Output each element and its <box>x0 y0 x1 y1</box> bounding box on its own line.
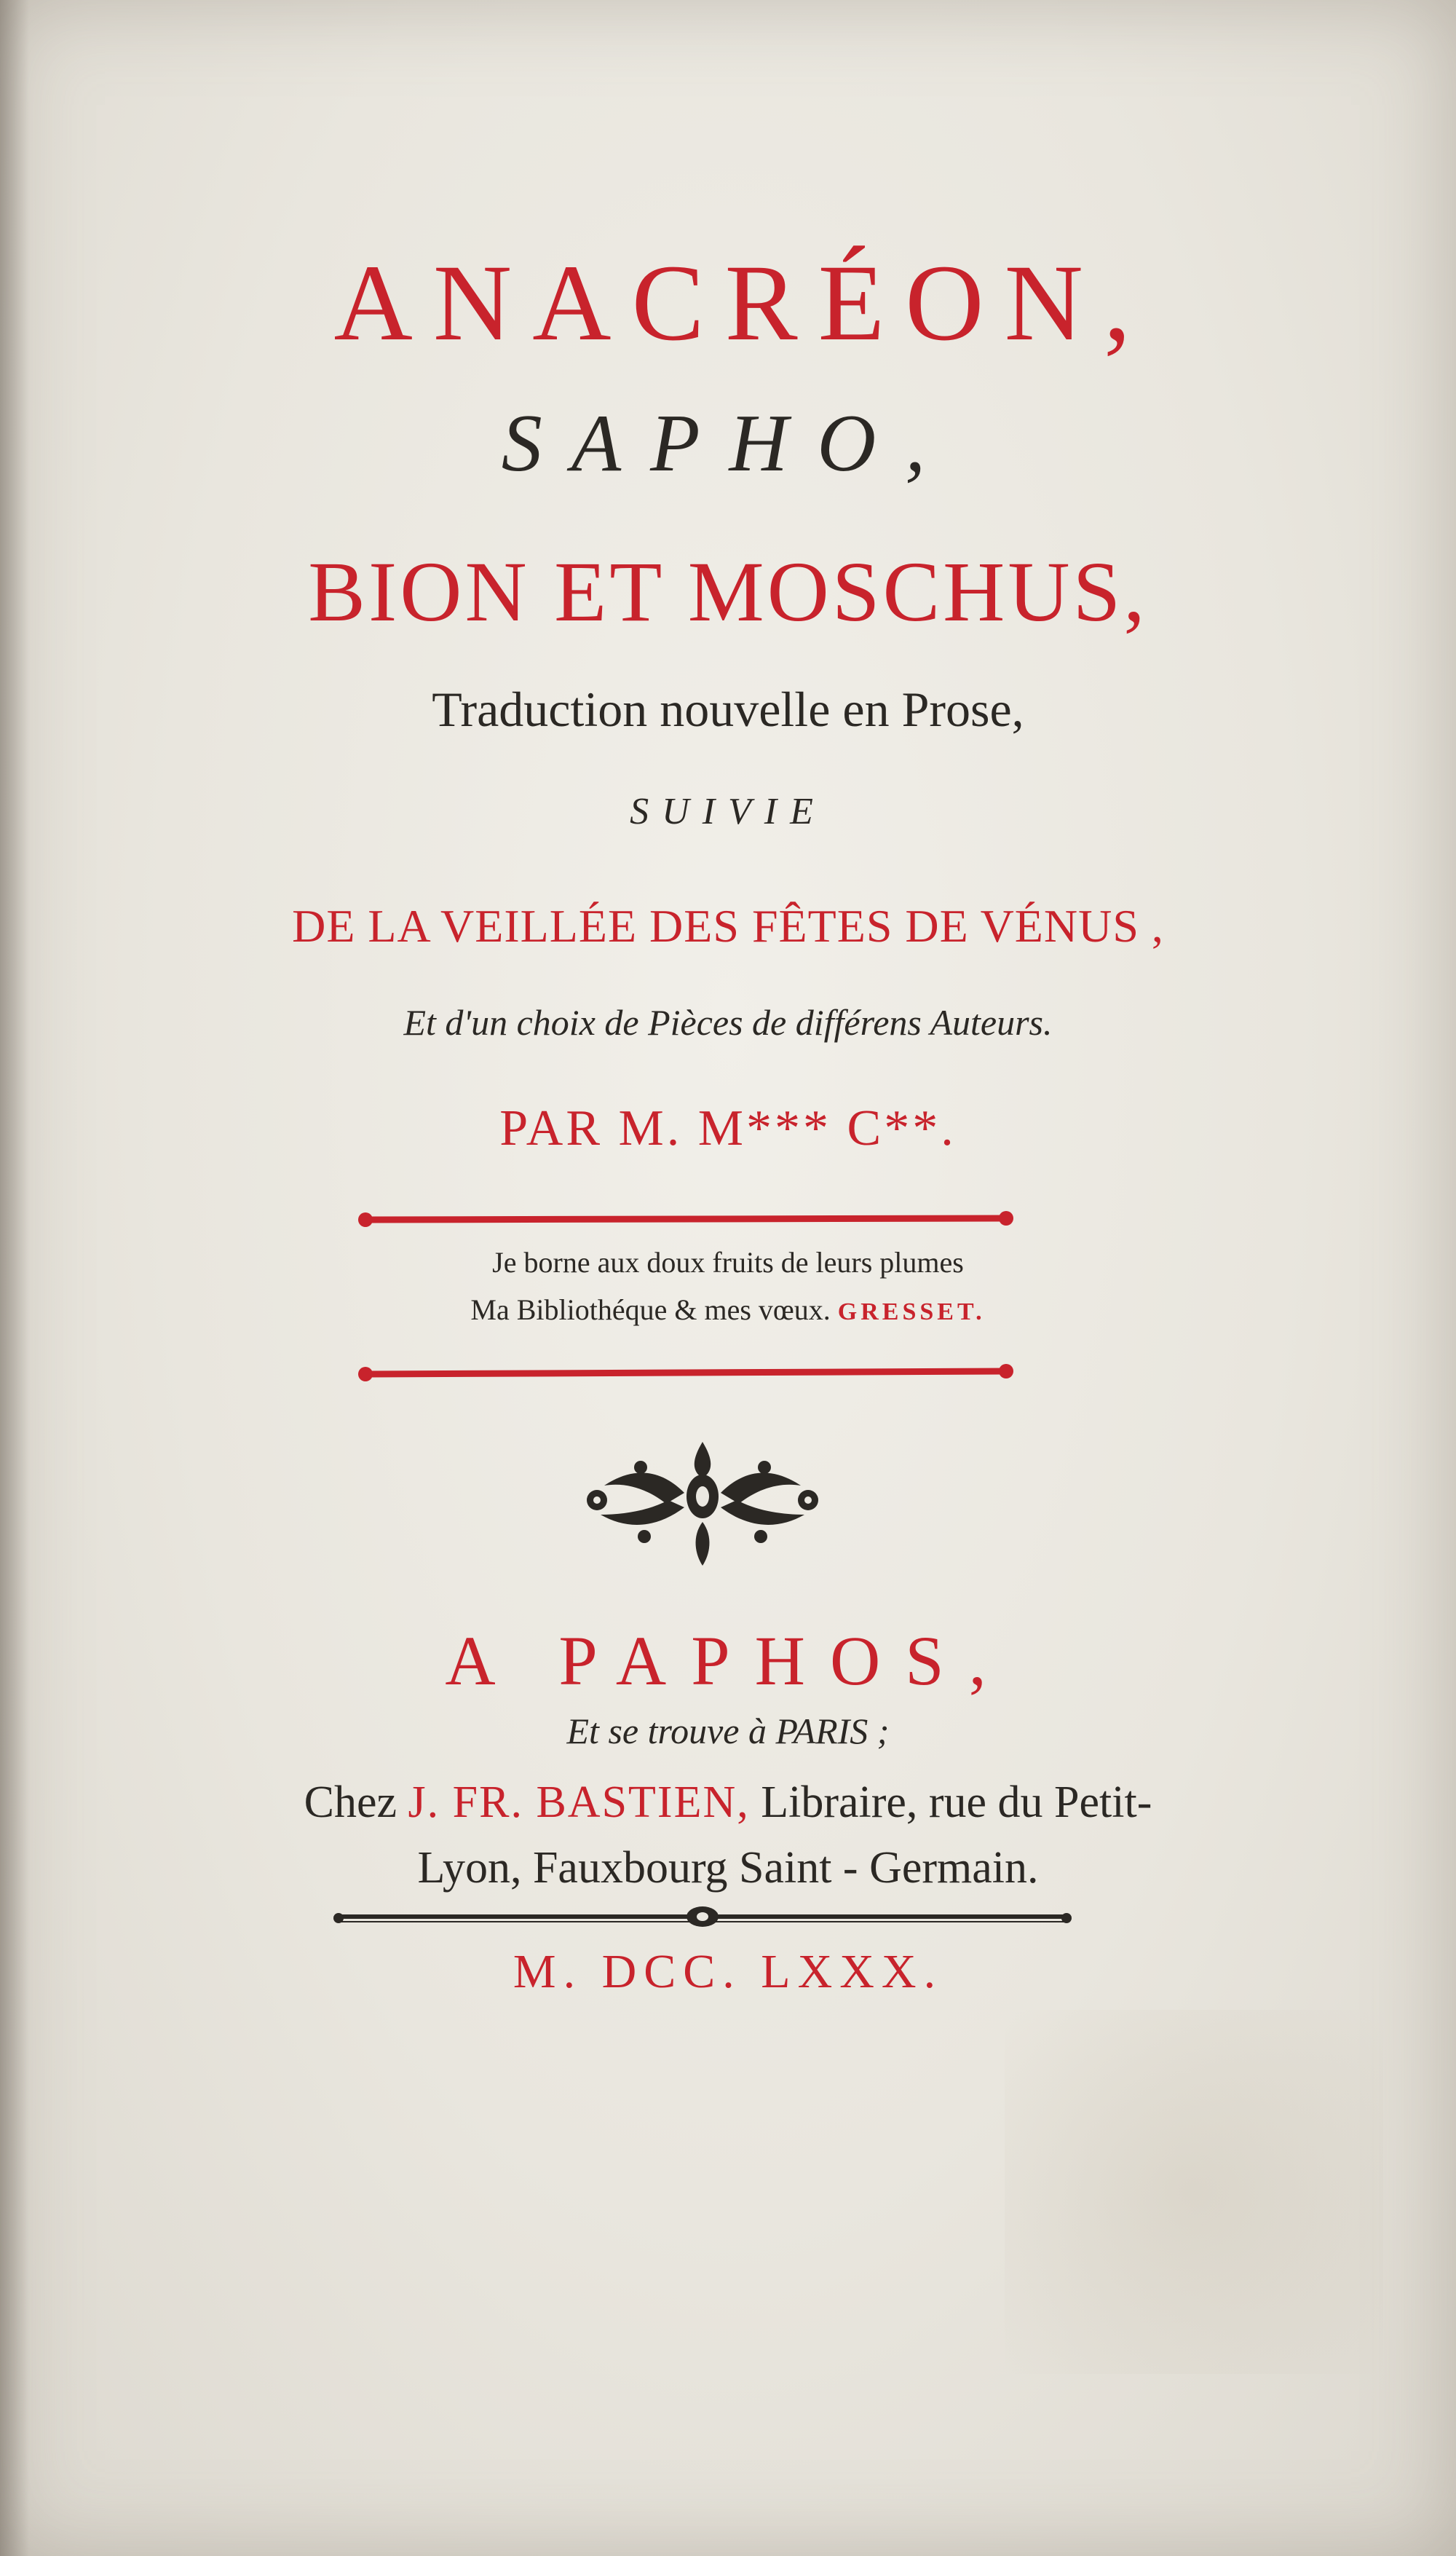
publication-date: M. DCC. LXXX. <box>513 1945 943 1998</box>
title-anacreon: ANACRÉON, <box>333 242 1152 363</box>
subtitle-veillee: DE LA VEILLÉE DES FÊTES DE VÉNUS , <box>292 900 1164 952</box>
title-bion-et-moschus: BION ET MOSCHUS, <box>308 544 1148 639</box>
title-sapho: SAPHO, <box>501 398 955 489</box>
bottom-rule <box>357 1362 1016 1384</box>
imprint-publisher-line <box>0 1777 1456 1829</box>
top-rule <box>357 1209 1016 1231</box>
fleuron-ornament <box>582 1427 823 1573</box>
epigraph-attribution: GRESSET. <box>837 1298 986 1325</box>
subtitle-traduction: Traduction nouvelle en Prose, <box>432 682 1024 737</box>
epigraph-line-1: Je borne aux doux fruits de leurs plumes <box>492 1246 964 1279</box>
imprint-place: A PAPHOS, <box>445 1622 1011 1700</box>
imprint-address-1: Libraire, rue du Petit- <box>761 1778 1152 1827</box>
imprint-sold-at: Et se trouve à PARIS ; <box>566 1711 890 1751</box>
subtitle-choix: Et d'un choix de Pièces de différens Auteurs. <box>403 1002 1053 1043</box>
paper-stain <box>1005 2010 1383 2374</box>
imprint-address-2: Lyon, Fauxbourg Saint - Germain. <box>417 1843 1039 1893</box>
imprint-publisher: J. FR. BASTIEN, <box>408 1778 750 1827</box>
epigraph-line-2 <box>0 1293 1456 1327</box>
epigraph-text: Ma Bibliothéque & mes vœux. <box>470 1293 831 1326</box>
subtitle-suivie: SUIVIE <box>630 791 826 832</box>
author-line: PAR M. M*** C**. <box>499 1100 957 1156</box>
imprint-rule <box>331 1902 1074 1931</box>
imprint-chez: Chez <box>304 1778 397 1827</box>
